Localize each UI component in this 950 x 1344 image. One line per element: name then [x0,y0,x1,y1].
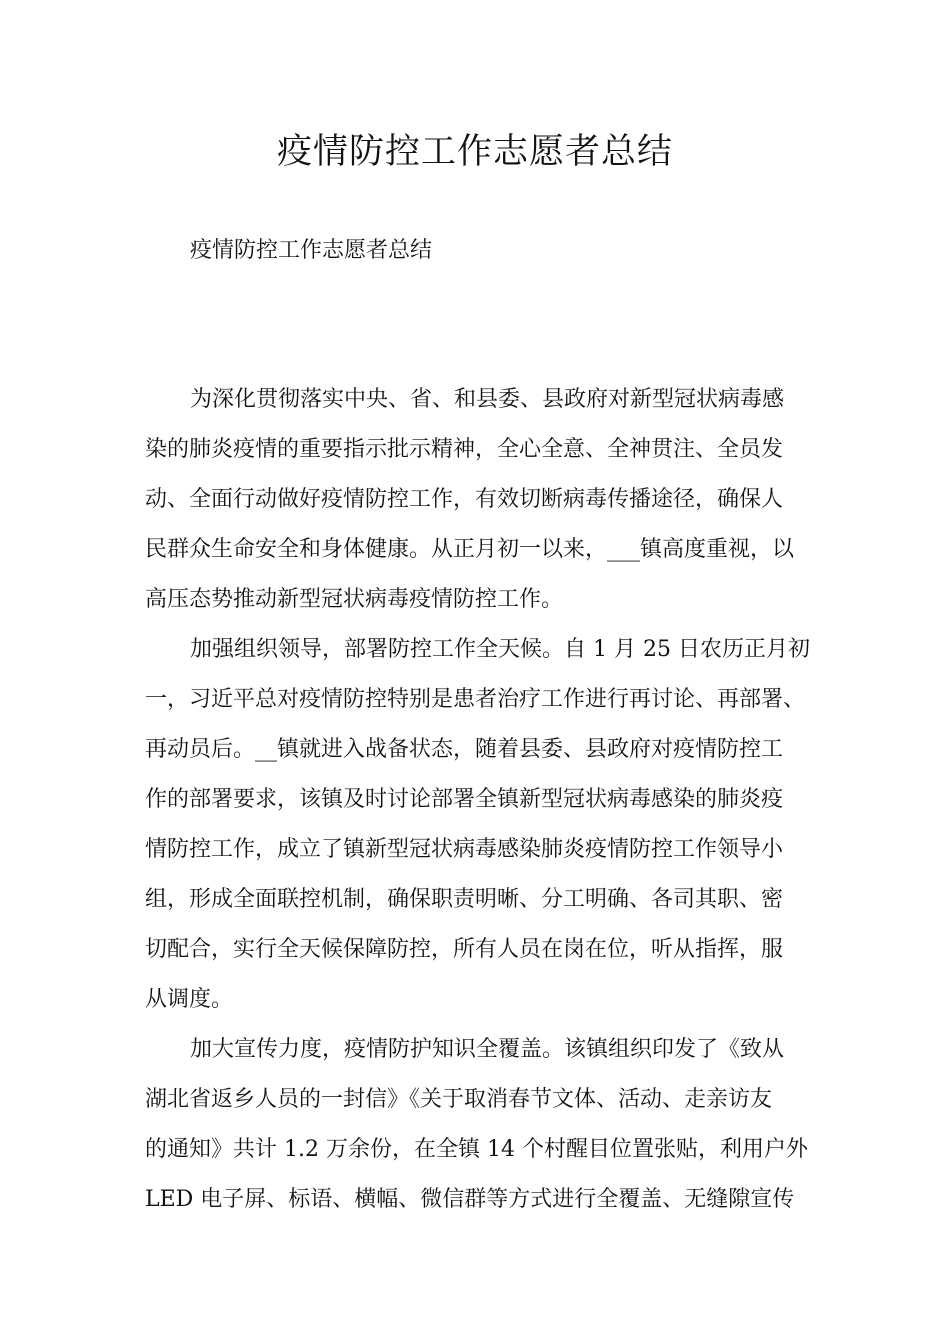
paragraph-3-line-3: 的通知》共计 1.2 万余份，在全镇 14 个村醒目位置张贴，利用户外 [145,1137,808,1162]
paragraph-2-line-1: 加强组织领导，部署防控工作全天候。自 1 月 25 日农历正月初 [190,637,810,662]
paragraph-1-line-5: 高压态势推动新型冠状病毒疫情防控工作。 [145,587,564,612]
paragraph-2-line-4: 作的部署要求，该镇及时讨论部署全镇新型冠状病毒感染的肺炎疫 [145,787,784,812]
paragraph-1-line-4: 民群众生命安全和身体健康。从正月初一以来，___镇高度重视，以 [145,537,795,562]
paragraph-1-line-2: 染的肺炎疫情的重要指示批示精神，全心全意、全神贯注、全员发 [145,437,784,462]
paragraph-2-line-7: 切配合，实行全天候保障防控，所有人员在岗在位，听从指挥，服 [145,937,784,962]
paragraph-2-line-6: 组，形成全面联控机制，确保职责明晰、分工明确、各司其职、密 [145,887,784,912]
paragraph-1-line-1: 为深化贯彻落实中央、省、和县委、县政府对新型冠状病毒感 [190,387,785,412]
paragraph-1-line-3: 动、全面行动做好疫情防控工作，有效切断病毒传播途径，确保人 [145,487,784,512]
paragraph-2-line-5: 情防控工作，成立了镇新型冠状病毒感染肺炎疫情防控工作领导小 [145,837,784,862]
document-subtitle: 疫情防控工作志愿者总结 [190,238,433,263]
paragraph-3-line-2: 湖北省返乡人员的一封信》《关于取消春节文体、活动、走亲访友 [145,1087,773,1112]
paragraph-3-line-1: 加大宣传力度，疫情防护知识全覆盖。该镇组织印发了《致从 [190,1037,785,1062]
paragraph-2-line-3: 再动员后。__镇就进入战备状态，随着县委、县政府对疫情防控工 [145,737,784,762]
paragraph-3-line-4: LED 电子屏、标语、横幅、微信群等方式进行全覆盖、无缝隙宣传 [145,1187,795,1212]
paragraph-2-line-2: 一，习近平总对疫情防控特别是患者治疗工作进行再讨论、再部署、 [145,687,806,712]
document-title: 疫情防控工作志愿者总结 [276,132,673,172]
paragraph-2-line-8: 从调度。 [145,987,234,1012]
